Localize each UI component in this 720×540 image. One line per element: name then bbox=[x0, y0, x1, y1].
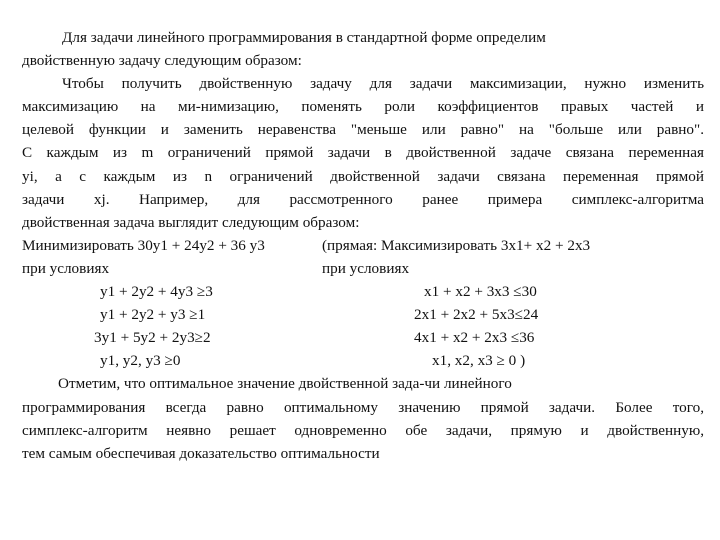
primal-constraint: x1, x2, x3 ≥ 0 ) bbox=[432, 352, 526, 370]
paragraph2-line: двойственная задача выглядит следующим образом: bbox=[22, 213, 360, 231]
paragraph2-line: целевой функции и заменить неравенства "меньше или равно" на "больше или равно". bbox=[22, 121, 704, 139]
paragraph3-line: симплекс-алгоритм неявно решает одновременно обе задачи, прямую и двойственную, bbox=[22, 421, 704, 439]
paragraph2-line: Чтобы получить двойственную задачу для задачи максимизации, нужно изменить bbox=[62, 75, 704, 93]
paragraph3-line: программирования всегда равно оптимальному значению прямой задачи. Более того, bbox=[22, 398, 704, 416]
paragraph3-line: Отметим, что оптимальное значение двойственной зада-чи линейного bbox=[58, 375, 512, 393]
dual-constraint: 3y1 + 5y2 + 2y3≥2 bbox=[94, 329, 211, 347]
paragraph2-line: С каждым из m ограничений прямой задачи в двойственной задаче связана переменная bbox=[22, 144, 704, 162]
dual-constraint: y1 + 2y2 + y3 ≥1 bbox=[100, 306, 206, 324]
paragraph3-line: тем самым обеспечивая доказательство оптимальности bbox=[22, 444, 380, 462]
constraint-row bbox=[22, 349, 704, 372]
dual-conditions-label: при условиях bbox=[22, 259, 110, 277]
dual-objective: Минимизировать 30y1 + 24y2 + 36 y3 bbox=[22, 236, 265, 254]
conditions-row bbox=[22, 257, 704, 280]
primal-objective: (прямая: Максимизировать 3x1+ x2 + 2x3 bbox=[322, 236, 591, 254]
primal-constraint: x1 + x2 + 3x3 ≤30 bbox=[424, 283, 537, 301]
paragraph2-line: задачи xj. Например, для рассмотренного ранее примера симплекс-алгоритма bbox=[22, 190, 704, 208]
dual-constraint: y1, y2, y3 ≥0 bbox=[100, 352, 181, 370]
objective-row bbox=[22, 234, 704, 257]
primal-conditions-label: при условиях bbox=[322, 259, 410, 277]
constraint-row bbox=[22, 280, 704, 303]
primal-constraint: 4x1 + x2 + 2x3 ≤36 bbox=[414, 329, 535, 347]
constraint-row bbox=[22, 303, 704, 326]
paragraph2-line: yi, а с каждым из n ограничений двойственной задачи связана переменная прямой bbox=[22, 167, 704, 185]
primal-constraint: 2x1 + 2x2 + 5x3≤24 bbox=[414, 306, 539, 324]
constraint-row bbox=[22, 326, 704, 349]
document-body bbox=[22, 26, 704, 465]
dual-constraint: y1 + 2y2 + 4y3 ≥3 bbox=[100, 283, 213, 301]
paragraph1-line: Для задачи линейного программирования в стандартной форме определим bbox=[62, 29, 546, 46]
paragraph2-line: максимизацию на ми-нимизацию, поменять роли коэффициентов правых частей и bbox=[22, 98, 704, 116]
paragraph1-line: двойственную задачу следующим образом: bbox=[22, 52, 302, 70]
